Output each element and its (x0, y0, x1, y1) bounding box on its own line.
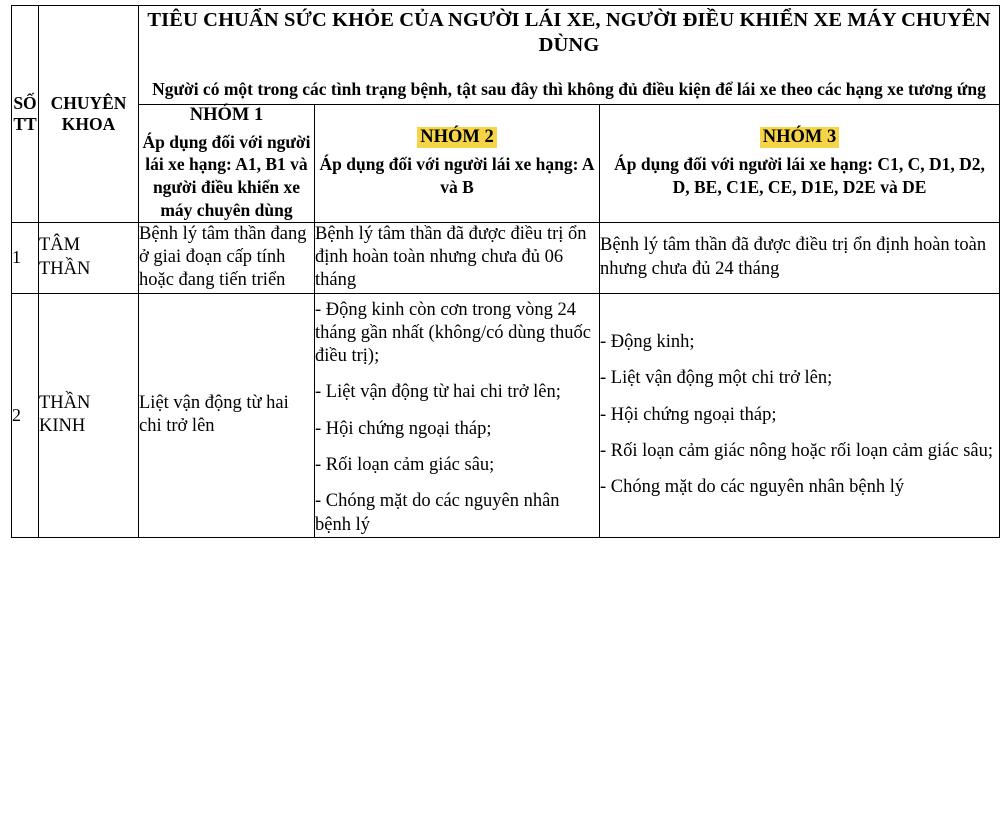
list-item: - Liệt vận động từ hai chi trở lên; (315, 382, 561, 403)
group1-label: NHÓM 1 (189, 104, 264, 125)
row1-group2-content: Bệnh lý tâm thần đã được điều trị ổn định hoàn toàn nhưng chưa đủ 06 tháng (315, 222, 600, 293)
list-item: - Rối loạn cảm giác sâu; (315, 455, 495, 475)
table-banner-row (12, 6, 1000, 105)
row1-stt: 1 (12, 222, 39, 293)
row1-group1-content: Bệnh lý tâm thần đang ở giai đoạn cấp tính hoặc đang tiến triển (139, 222, 315, 293)
document-page (0, 5, 1000, 821)
row2-specialty (39, 293, 139, 537)
list-item: - Chóng mặt do các nguyên nhân bệnh lý (600, 477, 905, 498)
header-specialty-line2: KHOA (61, 113, 116, 134)
row1-specialty (39, 222, 139, 293)
row1-specialty-line2: THẦN (39, 258, 91, 279)
list-item: - Động kinh còn cơn trong vòng 24 tháng gần nhất (không/có dùng thuốc điều trị); (315, 299, 591, 367)
table-row (12, 293, 1000, 537)
list-item: - Hội chứng ngoại tháp; (315, 418, 492, 439)
header-cell-group3 (600, 104, 1000, 222)
header-stt-line2: TT (13, 113, 37, 134)
row2-specialty-line2: KINH (39, 416, 86, 437)
header-specialty-line1: CHUYÊN (50, 92, 127, 113)
row1-group3-content: Bệnh lý tâm thần đã được điều trị ổn định hoàn toàn nhưng chưa đủ 24 tháng (600, 222, 1000, 293)
document-title: TIÊU CHUẨN SỨC KHỎE CỦA NGƯỜI LÁI XE, NGƯỜI ĐIỀU KHIỂN XE MÁY CHUYÊN DÙNG (147, 9, 991, 56)
group2-description: Áp dụng đối với người lái xe hạng: A và B (319, 154, 595, 198)
group3-label: NHÓM 3 (760, 127, 839, 148)
row1-specialty-line1: TÂM (39, 235, 81, 256)
row2-group2-list (315, 299, 599, 537)
group3-description: Áp dụng đối với người lái xe hạng: C1, C, D1, D2, D, BE, C1E, CE, D1E, D2E và DE (614, 154, 985, 198)
list-item: - Hội chứng ngoại tháp; (600, 404, 777, 425)
list-item: - Động kinh; (600, 331, 695, 352)
group2-label: NHÓM 2 (417, 127, 496, 148)
row2-group3-content (600, 293, 1000, 537)
group1-description: Áp dụng đối với người lái xe hạng: A1, B1 và người điều khiển xe máy chuyên dùng (142, 131, 311, 220)
list-item: - Liệt vận động một chi trở lên; (600, 368, 833, 389)
list-item: - Rối loạn cảm giác nông hoặc rối loạn cảm giác sâu; (600, 440, 993, 461)
row2-specialty-line1: THẦN (39, 393, 91, 414)
table-row (12, 222, 1000, 293)
document-subtitle: Người có một trong các tình trạng bệnh, tật sau đây thì không đủ điều kiện để lái xe theo các hạng xe tương ứng (152, 79, 986, 99)
row2-group3-list (600, 331, 999, 499)
header-cell-stt (12, 6, 39, 223)
document-banner (139, 6, 1000, 105)
row2-group2-content (315, 293, 600, 537)
table-group-header-row (12, 104, 1000, 222)
header-stt-line1: SỐ (13, 92, 37, 113)
list-item: - Chóng mặt do các nguyên nhân bệnh lý (315, 491, 560, 535)
header-cell-group1 (139, 104, 315, 222)
health-standards-table (11, 5, 1000, 538)
header-cell-specialty (39, 6, 139, 223)
row2-group1-content: Liệt vận động từ hai chi trở lên (139, 293, 315, 537)
row2-stt: 2 (12, 293, 39, 537)
header-cell-group2 (315, 104, 600, 222)
